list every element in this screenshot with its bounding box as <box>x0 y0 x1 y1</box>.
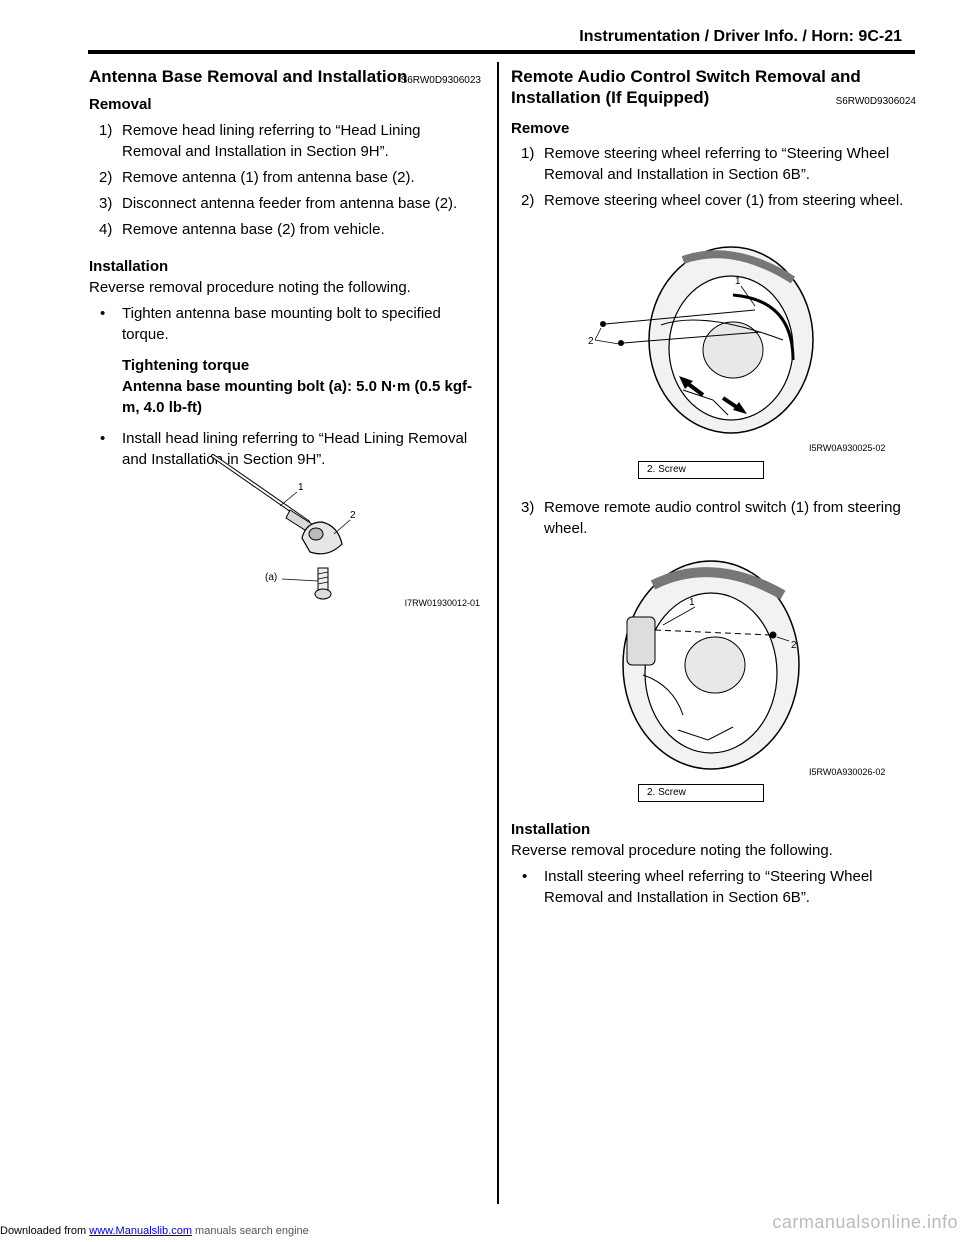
bullet-item <box>511 866 916 908</box>
header-rule <box>88 50 915 54</box>
left-column <box>89 66 481 475</box>
column-divider <box>497 62 499 1204</box>
bullet-dot: • <box>100 430 106 447</box>
removal-heading: Removal <box>89 96 152 113</box>
step-number: 1) <box>99 122 113 139</box>
right-column-step3 <box>511 497 916 544</box>
steering-wheel-switch-illustration <box>583 555 903 777</box>
section-title-text: Antenna Base Removal and Installation <box>89 67 408 86</box>
installation-intro: Reverse removal procedure noting the following. <box>89 279 411 296</box>
right-column-installation <box>511 819 916 913</box>
footer-prefix: Downloaded from <box>0 1225 90 1237</box>
step-item <box>89 120 481 162</box>
step-item <box>511 497 916 539</box>
callout-1: 1 <box>298 482 304 493</box>
step-number: 3) <box>521 499 535 516</box>
step-number: 2) <box>521 192 535 209</box>
bullet-dot: • <box>522 868 528 885</box>
antenna-figure <box>210 448 480 616</box>
bullet-dot: • <box>100 305 106 322</box>
step-text: Remove steering wheel cover (1) from steering wheel. <box>544 192 904 209</box>
steering-wheel-cover-figure <box>583 240 903 480</box>
callout-1: 1 <box>735 276 741 287</box>
bullet-text: Install head lining referring to “Head Lining Removal and Installation in Section 9H”. <box>122 430 468 468</box>
torque-heading: Tightening torque <box>122 357 250 374</box>
bullet-text: Install steering wheel referring to “Steering Wheel Removal and Installation in Section 6B”. <box>544 868 873 906</box>
footer-download-note <box>0 1225 309 1237</box>
installation-intro: Reverse removal procedure noting the following. <box>511 842 833 859</box>
step-text: Remove steering wheel referring to “Steering Wheel Removal and Installation in Section 6B”. <box>544 145 890 183</box>
audio-switch-figure <box>583 555 903 803</box>
callout-a: (a) <box>265 572 278 583</box>
step-number: 4) <box>99 221 113 238</box>
callout-2: 2 <box>791 640 797 651</box>
callout-2: 2 <box>588 336 594 347</box>
step-text: Remove antenna (1) from antenna base (2). <box>122 169 415 186</box>
step-item <box>511 143 916 185</box>
section-title <box>89 66 481 87</box>
section-code: S6RW0D9306024 <box>835 96 916 107</box>
right-column <box>511 66 916 216</box>
step-item <box>89 219 481 240</box>
bullet-text: Tighten antenna base mounting bolt to specified torque. <box>122 305 441 343</box>
step-item <box>89 193 481 214</box>
page-header-title: Instrumentation / Driver Info. / Horn: 9C-21 <box>579 28 902 45</box>
figure-legend: 2. Screw <box>638 784 764 802</box>
remove-heading: Remove <box>511 120 570 137</box>
step-number: 2) <box>99 169 113 186</box>
torque-spec: Antenna base mounting bolt (a): 5.0 N·m (0.5 kgf-m, 4.0 lb-ft) <box>122 378 473 416</box>
step-number: 3) <box>99 195 113 212</box>
antenna-illustration <box>210 448 480 616</box>
callout-1: 1 <box>689 597 695 608</box>
figure-code: I5RW0A930025-02 <box>809 443 886 453</box>
installation-heading: Installation <box>511 821 591 838</box>
bullet-item <box>89 303 481 418</box>
step-item <box>511 190 916 211</box>
figure-code: I7RW01930012-01 <box>404 598 480 608</box>
figure-code: I5RW0A930026-02 <box>809 767 886 777</box>
step-text: Remove remote audio control switch (1) from steering wheel. <box>544 499 901 537</box>
step-text: Remove antenna base (2) from vehicle. <box>122 221 385 238</box>
step-text: Remove head lining referring to “Head Lining Removal and Installation in Section 9H”. <box>122 122 421 160</box>
section-title <box>511 66 916 108</box>
step-item <box>89 167 481 188</box>
installation-heading: Installation <box>89 258 169 275</box>
section-code: S6RW0D9306023 <box>400 75 481 86</box>
footer-link[interactable]: www.Manualslib.com <box>89 1225 192 1237</box>
figure-legend: 2. Screw <box>638 461 764 479</box>
steering-wheel-illustration <box>583 240 903 455</box>
footer-watermark: carmanualsonline.info <box>772 1212 958 1232</box>
section-title-text: Remote Audio Control Switch Removal and Installation (If Equipped) <box>511 67 861 107</box>
step-number: 1) <box>521 145 535 162</box>
footer-suffix: manuals search engine <box>191 1225 309 1237</box>
step-text: Disconnect antenna feeder from antenna base (2). <box>122 195 458 212</box>
callout-2: 2 <box>350 510 356 521</box>
